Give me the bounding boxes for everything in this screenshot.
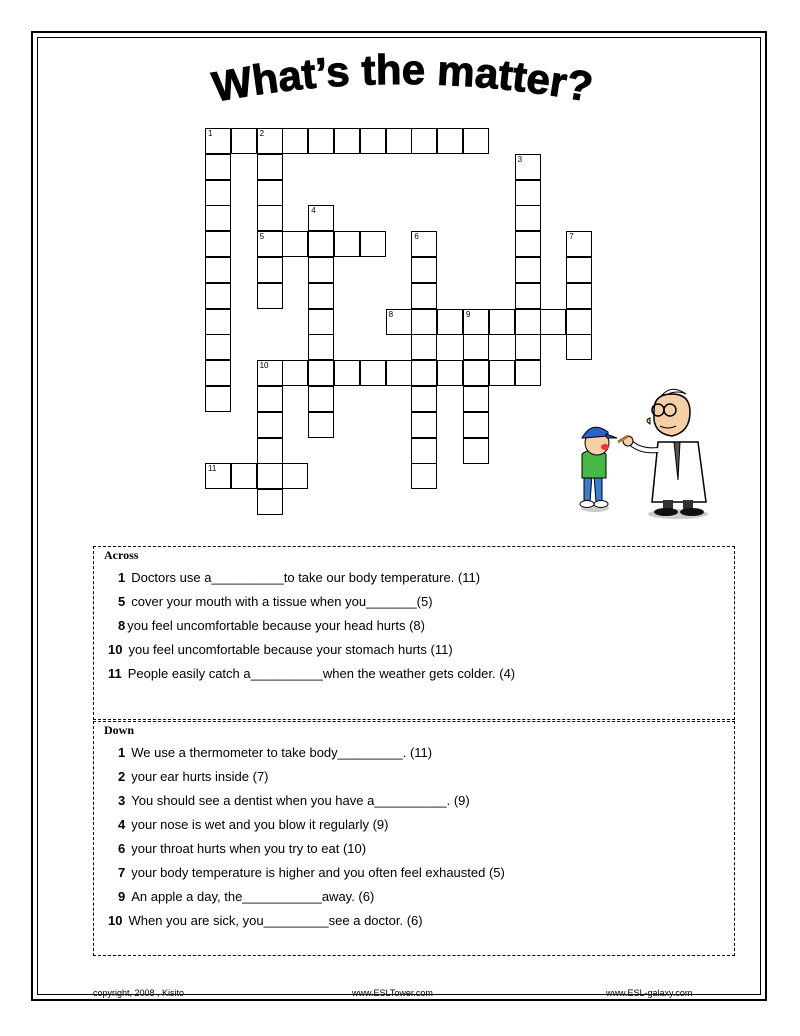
- down-heading: Down: [104, 723, 135, 737]
- cell-number: 5: [259, 232, 265, 242]
- down-clue-7: 7 your body temperature is higher and you often feel exhausted (5): [118, 865, 505, 880]
- across-clue-11: 11 People easily catch a__________when the weather gets colder. (4): [108, 666, 516, 681]
- down-clue-10: 10 When you are sick, you_________see a doctor. (6): [108, 913, 423, 928]
- down-clue-6: 6 your throat hurts when you try to eat (10): [118, 841, 367, 856]
- down-clue-3: 3 You should see a dentist when you have a__________. (9): [118, 793, 470, 808]
- across-clue-5: 5 cover your mouth with a tissue when you_______(5): [118, 594, 433, 609]
- cell-number: 3: [517, 154, 523, 164]
- doctor-patient-illustration: [570, 380, 715, 520]
- esl-galaxy-link[interactable]: www.ESL-galaxy.com: [606, 988, 693, 998]
- cell-number: 10: [259, 361, 269, 371]
- across-clue-8: 8 you feel uncomfortable because your head hurts (8): [118, 618, 425, 633]
- down-clue-4: 4 your nose is wet and you blow it regularly (9): [118, 817, 389, 832]
- svg-text:What’s the matter?: [209, 46, 596, 111]
- cell-number: 2: [259, 129, 265, 138]
- across-clue-1: 1 Doctors use a__________to take our body temperature. (11): [118, 570, 481, 585]
- down-clue-2: 2 your ear hurts inside (7): [118, 769, 269, 784]
- across-clue-10: 10 you feel uncomfortable because your stomach hurts (11): [108, 642, 453, 657]
- down-clue-1: 1 We use a thermometer to take body_________. (11): [118, 745, 433, 760]
- down-clues-box: [93, 721, 735, 956]
- cell-number: 7: [569, 232, 574, 242]
- across-heading: Across: [104, 548, 139, 562]
- across-clues-box: [93, 546, 735, 720]
- title-text: What’s the matter?: [208, 45, 597, 111]
- cell-number: 6: [414, 232, 419, 242]
- cell-number: 9: [466, 309, 471, 319]
- down-clue-9: 9 An apple a day, the___________away. (6): [118, 889, 375, 904]
- cell-number: 8: [388, 309, 394, 319]
- page-title: [140, 44, 660, 124]
- cell-number: 1: [208, 129, 213, 138]
- esltower-link[interactable]: www.ESLTower.com: [352, 988, 433, 998]
- copyright-text: copyright, 2008 , Kisito: [93, 988, 185, 998]
- cell-number: 4: [311, 206, 316, 216]
- cell-number: 11: [208, 464, 217, 474]
